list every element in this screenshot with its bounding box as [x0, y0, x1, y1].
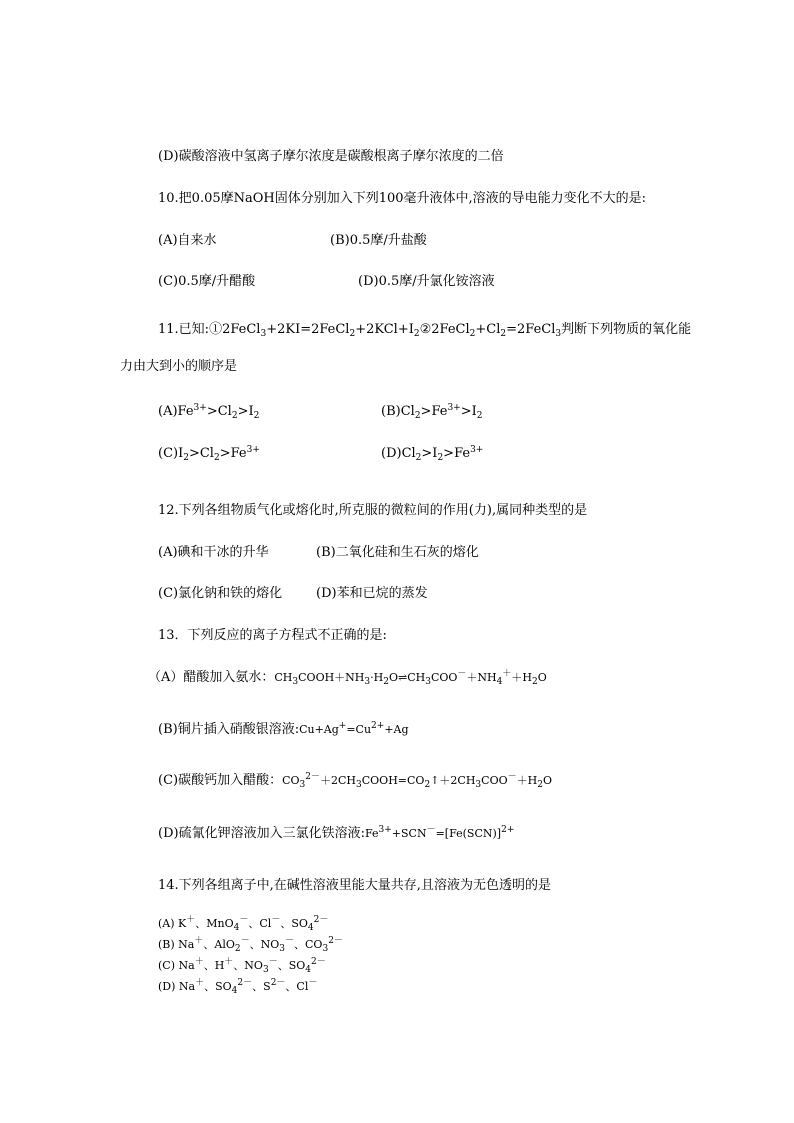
q11-stem — [158, 318, 691, 337]
q11-equations: $①2FeCl_3+2KI=2FeCl_2+2KCl+I_2②2FeCl_2+Cl_2=2FeCl_3$ — [209, 322, 562, 339]
q14-option-d: (D) Na＋、$SO_4^{2-}$、$S^{2-}$、Cl－ — [158, 978, 318, 996]
q12-option-a: (A)碘和干冰的升华 — [158, 545, 269, 560]
q12-stem: 12.下列各组物质气化或熔化时,所克服的微粒间的作用(力),属同种类型的是 — [158, 503, 588, 518]
q13-option-b-equation: $Cu+Ag^+=Cu^{2+}+Ag$ — [299, 721, 409, 736]
q10-option-a: (A)自来水 — [158, 233, 217, 248]
q13-stem: 13．下列反应的离子方程式不正确的是: — [158, 628, 387, 643]
q13-option-d-label: (D)硫氰化钾溶液加入三氯化铁溶液: — [158, 826, 365, 841]
q11-stem-suffix: 判断下列物质的氧化能 — [561, 322, 692, 337]
q11-stem-prefix: 11.已知: — [158, 322, 210, 337]
q9-option-d: (D)碳酸溶液中氢离子摩尔浓度是碳酸根离子摩尔浓度的二倍 — [158, 149, 504, 164]
q13-option-b — [158, 718, 409, 737]
q13-option-c — [158, 769, 552, 788]
q13-option-a-label: （A）醋酸加入氨水： — [148, 670, 275, 685]
q13-option-d-equation: $Fe^{3+}+SCN^-=[Fe(SCN)]^{2+}$ — [364, 825, 515, 840]
q12-option-c: (C)氯化钠和铁的熔化 — [158, 586, 283, 601]
q13-option-a — [148, 666, 547, 685]
q11-stem-line2: 力由大到小的顺序是 — [120, 359, 238, 374]
q13-option-c-label: (C)碳酸钙加入醋酸： — [158, 773, 283, 788]
q13-option-a-equation: $CH_3COOH+NH_3\cdot H_2O\rightleftharpoons CH_3COO^-+NH_4^++H_2O$ — [274, 669, 547, 687]
q10-option-d: (D)0.5摩/升氯化铵溶液 — [358, 274, 495, 289]
q12-option-b: (B)二氧化硅和生石灰的熔化 — [316, 545, 479, 560]
q13-option-d — [158, 822, 514, 841]
q10-stem: 10.把0.05摩NaOH固体分别加入下列100毫升液体中,溶液的导电能力变化不大的是: — [158, 191, 647, 206]
q13-option-c-equation: $CO_3^{2-}+2CH_3COOH=CO_2↑+2CH_3COO^-+H_2O$ — [282, 772, 552, 790]
q12-option-d: (D)苯和已烷的蒸发 — [316, 586, 428, 601]
q11-option-c: $(C)I_2>Cl_2>Fe^{3+}$ — [158, 445, 260, 463]
q14-option-b: (B) Na＋、AlO$_2$－、$NO_3^-$、$CO_3^{2-}$ — [158, 936, 343, 954]
q11-option-a: $(A)Fe^{3+}>Cl_2>I_2$ — [158, 403, 260, 421]
q13-option-b-label: (B)铜片插入硝酸银溶液: — [158, 722, 300, 737]
q14-option-a: (A) K＋、MnO$_4$－、Cl－、$SO_4^{2-}$ — [158, 915, 329, 933]
q11-option-b: $(B)Cl_2>Fe^{3+}>I_2$ — [381, 403, 483, 421]
q10-option-b: (B)0.5摩/升盐酸 — [330, 233, 427, 248]
q14-stem: 14.下列各组离子中,在碱性溶液里能大量共存,且溶液为无色透明的是 — [158, 878, 551, 893]
q10-option-c: (C)0.5摩/升醋酸 — [158, 274, 256, 289]
q14-option-c: (C) Na＋、H＋、$NO_3^-$、$SO_4^{2-}$ — [158, 957, 326, 975]
q11-option-d: $(D)Cl_2>I_2>Fe^{3+}$ — [381, 445, 484, 463]
